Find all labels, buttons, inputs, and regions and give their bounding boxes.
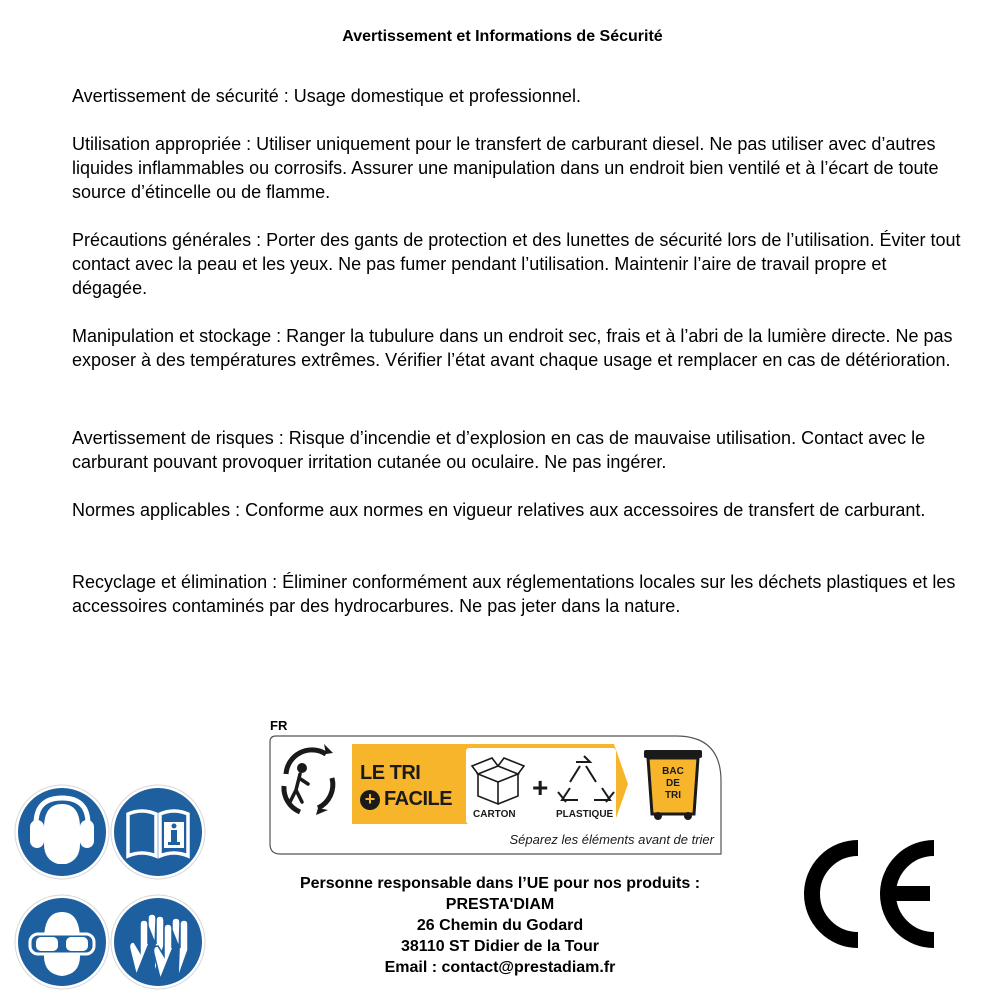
bac-line3: TRI — [664, 790, 682, 801]
safety-goggles-icon — [14, 894, 110, 990]
carton-label: CARTON — [473, 809, 516, 820]
paragraph-recycling: Recyclage et élimination : Éliminer conformément aux réglementations locales sur les déchets plastiques et les accessoires contaminés par des hydrocarbures. Ne pas jeter dans la nature. — [72, 572, 956, 616]
email-contact: Email : contact@prestadiam.fr — [384, 959, 616, 976]
paragraph-risk-warning: Avertissement de risques : Risque d’incendie et d’explosion en cas de mauvaise utilisation. Contact avec le carburant pouvant provoquer irritation cutanée ou oculaire. Ne pas ingérer. — [72, 428, 926, 472]
le-tri-label: LE TRI — [360, 762, 421, 784]
paragraph-general-precautions: Précautions générales : Porter des gants de protection et des lunettes de sécurité lors de l’utilisation. Éviter tout contact avec la peau et les yeux. Ne pas fumer pendant l’utilisation. Maintenir l’aire de travail propre et dégagée. — [72, 230, 961, 298]
country-code: FR — [270, 718, 288, 733]
facile-label: FACILE — [384, 788, 453, 810]
ear-protection-icon — [14, 784, 110, 880]
street-address: 26 Chemin du Godard — [416, 917, 584, 934]
paragraph-standards: Normes applicables : Conforme aux normes en vigueur relatives aux accessoires de transfert de carburant. — [72, 500, 926, 520]
bac-line2: DE — [666, 778, 680, 789]
paragraph-handling-storage: Manipulation et stockage : Ranger la tubulure dans un endroit sec, frais et à l’abri de la lumière directe. Ne pas exposer à des températures extrêmes. Vérifier l’état avant chaque usage et remplacer en cas de détérioration. — [72, 326, 953, 370]
plus-sign: + — [532, 772, 549, 803]
plastique-label: PLASTIQUE — [556, 809, 614, 820]
bac-label — [652, 766, 694, 802]
triman-icon — [284, 744, 333, 815]
paragraph-safety-warning: Avertissement de sécurité : Usage domestique et professionnel. — [72, 86, 581, 106]
company-name: PRESTA'DIAM — [445, 896, 555, 913]
plus-facile-row — [360, 788, 452, 811]
ce-mark-logo — [796, 840, 941, 948]
responsible-heading: Personne responsable dans l’UE pour nos produits : — [299, 875, 701, 892]
triman-footer-text: Séparez les éléments avant de trier — [509, 832, 714, 847]
responsible-person-block — [250, 873, 750, 978]
protective-gloves-icon — [110, 894, 206, 990]
paragraph-proper-use: Utilisation appropriée : Utiliser uniquement pour le transfert de carburant diesel. Ne pas utiliser avec d’autres liquides inflammables ou corrosifs. Assurer une manipulation dans un endroit bien ventilé et à l’écart de toute source d’étincelle ou de flamme. — [72, 134, 939, 202]
read-manual-icon — [110, 784, 206, 880]
plus-badge: + — [360, 790, 380, 810]
page-title: Avertissement et Informations de Sécurité — [342, 28, 663, 45]
triman-recycling-label — [266, 716, 726, 861]
bac-line1: BAC — [662, 766, 684, 777]
city-address: 38110 ST Didier de la Tour — [401, 938, 599, 955]
